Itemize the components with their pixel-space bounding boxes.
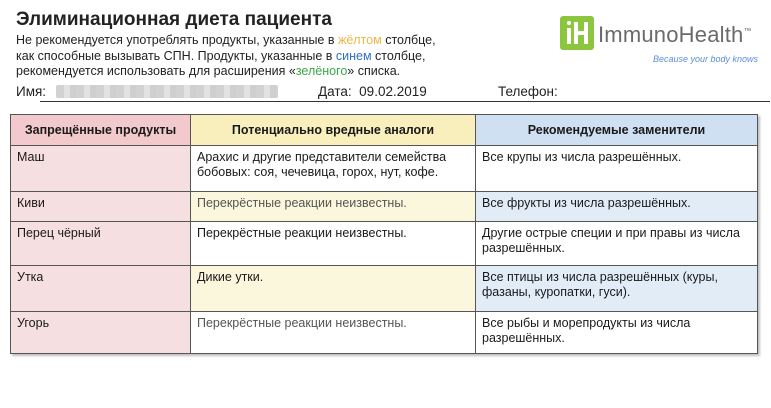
intro-line-3-start: рекомендуется использовать для расширения « — [16, 64, 296, 78]
intro-line-2-start: как способные вызывать СПН. Продукты, указанные в — [16, 48, 336, 63]
table-row — [11, 266, 758, 312]
intro-green-word: зелёного — [295, 64, 348, 78]
logo-mark-icon — [560, 16, 594, 50]
intro-line-1-end: столбце, — [381, 33, 436, 47]
header-substitutes: Рекомендуемые заменители — [476, 115, 758, 146]
header-forbidden: Запрещённые продукты — [11, 115, 191, 146]
immunohealth-logo — [560, 16, 760, 72]
phone-label: Телефон: — [498, 84, 558, 99]
forbidden-cell: Киви — [11, 192, 191, 222]
diet-table — [10, 114, 758, 354]
analogs-cell: Перекрёстные реакции неизвестны. — [191, 222, 476, 266]
table-row — [11, 192, 758, 222]
intro-text — [16, 33, 496, 80]
analogs-cell: Перекрёстные реакции неизвестны. — [191, 312, 476, 354]
analogs-cell: Перекрёстные реакции неизвестны. — [191, 192, 476, 222]
table-row — [11, 222, 758, 266]
date-value: 09.02.2019 — [359, 84, 427, 99]
info-underline — [40, 101, 770, 102]
intro-blue-word: синем — [335, 48, 372, 63]
forbidden-cell: Перец чёрный — [11, 222, 191, 266]
intro-line-3-end: » списка. — [347, 64, 401, 78]
name-redacted — [56, 85, 278, 98]
page-title: Элиминационная диета пациента — [16, 9, 332, 30]
header-analogs: Потенциально вредные аналоги — [191, 115, 476, 146]
substitutes-cell: Все птицы из числа разрешённых (куры, фазаны, куропатки, гуси). — [476, 266, 758, 312]
substitutes-cell: Все крупы из числа разрешённых. — [476, 146, 758, 192]
substitutes-cell: Все рыбы и морепродукты из числа разрешённых. — [476, 312, 758, 354]
forbidden-cell: Угорь — [11, 312, 191, 354]
substitutes-cell: Все фрукты из числа разрешённых. — [476, 192, 758, 222]
table-row — [11, 312, 758, 354]
analogs-cell: Арахис и другие представители семейства бобовых: соя, чечевица, горох, нут, кофе. — [191, 146, 476, 192]
analogs-cell: Дикие утки. — [191, 266, 476, 312]
intro-yellow-word: жёлтом — [337, 33, 382, 47]
intro-line-1-start: Не рекомендуется употреблять продукты, указанные в — [16, 33, 338, 47]
forbidden-cell: Маш — [11, 146, 191, 192]
intro-line-2-end: столбце, — [371, 48, 426, 63]
logo-tagline: Because your body knows — [652, 54, 758, 64]
forbidden-cell: Утка — [11, 266, 191, 312]
table-row — [11, 146, 758, 192]
patient-info-row — [16, 84, 756, 100]
substitutes-cell: Другие острые специи и при правы из числа разрешённых. — [476, 222, 758, 266]
logo-text: ImmunoHealth™ — [598, 22, 752, 47]
table-header-row — [11, 115, 758, 146]
name-label: Имя: — [16, 84, 47, 99]
date-field: Дата: 09.02.2019 — [318, 84, 427, 99]
